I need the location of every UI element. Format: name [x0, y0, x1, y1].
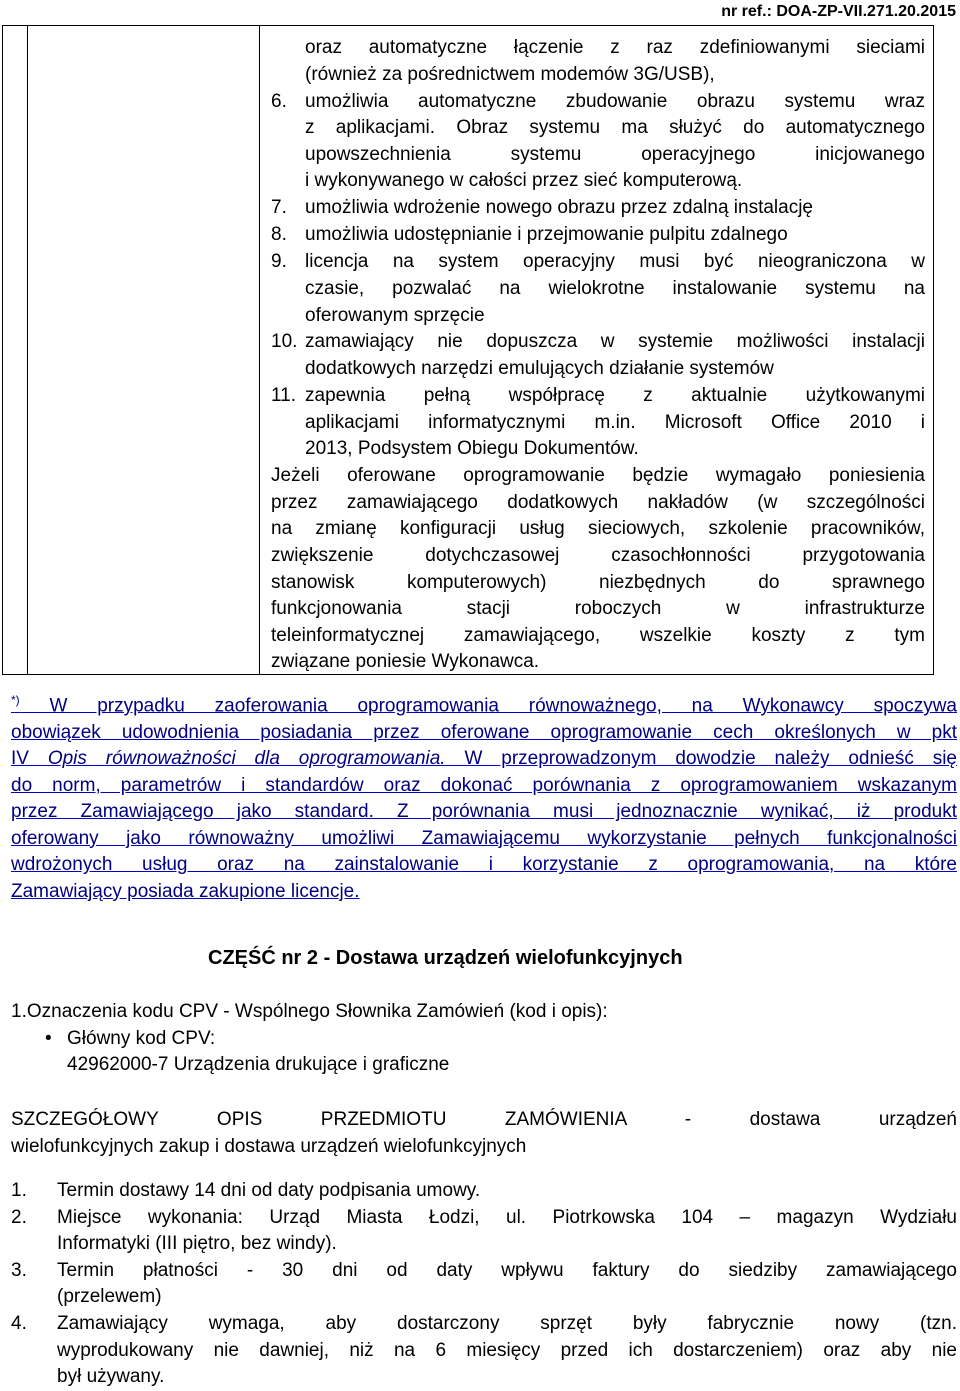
text-line: na zmianę konfiguracji usług sieciowych, szkolenie pracowników, — [271, 518, 925, 540]
text-line: Informatyki (III piętro, bez windy). — [57, 1233, 337, 1255]
text-line: (przelewem) — [57, 1286, 162, 1308]
text-line: oferowany jako równoważny umożliwi Zamawiającemu wykorzystanie pełnych funkcjonalności — [11, 827, 957, 849]
item-number: 3. — [11, 1259, 27, 1281]
text-line: zamawiający nie dopuszcza w systemie możliwości instalacji — [305, 331, 925, 353]
terms-list — [11, 1178, 957, 1391]
item-number: 6. — [271, 90, 287, 112]
text-line: przez Zamawiającego jako standard. Z porównania musi jednoznacznie wynikać, iż produkt — [11, 801, 957, 823]
text-line: Zamawiający posiada zakupione licencje. — [11, 880, 360, 902]
text-line: umożliwia wdrożenie nowego obrazu przez zdalną instalację — [305, 197, 813, 219]
list-item — [271, 35, 925, 88]
text-line: oraz automatyczne łączenie z raz zdefiniowanymi sieciami — [305, 37, 925, 58]
text-line: zapewnia pełną współpracę z aktualnie użytkowanymi — [305, 385, 925, 407]
text-line: przez zamawiającego dodatkowych nakładów (w szczególności — [271, 491, 925, 513]
text-line: stanowisk komputerowych) niezbędnych do sprawnego — [271, 571, 925, 593]
text-line: upowszechnienia systemu operacyjnego inicjowanego — [305, 143, 925, 165]
text-line: 2013, Podsystem Obiegu Dokumentów. — [305, 438, 639, 460]
text-line: z aplikacjami. Obraz systemu ma służyć do automatycznego — [305, 117, 925, 139]
item-number: 7. — [271, 197, 287, 219]
table-column-divider — [259, 26, 260, 674]
text-line: związane poniesie Wykonawca. — [271, 651, 540, 673]
item-number: 2. — [11, 1206, 27, 1228]
list-item — [271, 222, 925, 249]
text-fragment: IV — [11, 748, 48, 770]
text-line: Termin płatności - 30 dni od daty wpływu faktury do siedziby zamawiającego — [57, 1259, 957, 1281]
text-line: SZCZEGÓŁOWY OPIS PRZEDMIOTU ZAMÓWIENIA - dostawa urządzeń — [11, 1109, 957, 1130]
text-line: oferowanym sprzęcie — [305, 304, 485, 326]
text-line: licencja na system operacyjny musi być nieograniczona w — [305, 251, 925, 273]
list-item — [11, 1205, 957, 1258]
text-fragment: W przeprowadzonym dowodzie należy odnieść się — [445, 748, 957, 770]
text-line: dodatkowych narzędzi emulujących działanie systemów — [305, 358, 774, 380]
cpv-label: Główny kod CPV: — [67, 1027, 216, 1049]
text-line: zwiększenie dotychczasowej czasochłonności przygotowania — [271, 545, 925, 567]
footnote-marker: *) — [11, 693, 20, 707]
requirements-table — [2, 25, 934, 675]
list-item — [271, 249, 925, 329]
text-line: umożliwia udostępnianie i przejmowanie pulpitu zdalnego — [305, 224, 788, 246]
document-reference: nr ref.: DOA-ZP-VII.271.20.2015 — [721, 3, 956, 20]
text-line: i wykonywanego w całości przez sieć komputerową. — [305, 170, 743, 192]
cpv-code: 42962000-7 Urządzenia drukujące i graficzne — [67, 1054, 450, 1075]
text-line: do norm, parametrów i standardów oraz dokonać porównania z oprogramowaniem wskazanym — [11, 774, 957, 796]
italic-reference: Opis równoważności dla oprogramowania. — [47, 748, 446, 770]
item-number: 10. — [271, 331, 298, 353]
text-line: wyprodukowany nie dawniej, niż na 6 miesięcy przed ich dostarczeniem) oraz aby nie — [57, 1339, 957, 1361]
text-line: Zamawiający wymaga, aby dostarczony sprzęt były fabrycznie nowy (tzn. — [57, 1312, 957, 1334]
text-line — [11, 687, 957, 720]
text-line: funkcjonowania stacji roboczych w infrastrukturze — [271, 598, 925, 620]
text-line: wdrożonych usług oraz na zainstalowanie i korzystanie z oprogramowania, na które — [11, 854, 957, 876]
cpv-title: 1.Oznaczenia kodu CPV - Wspólnego Słownika Zamówień (kod i opis): — [11, 1001, 608, 1022]
text-line: Jeżeli oferowane oprogramowanie będzie wymagało poniesienia — [271, 465, 925, 487]
cost-paragraph — [271, 463, 925, 676]
list-item — [271, 383, 925, 463]
text-line — [11, 746, 957, 773]
item-number: 8. — [271, 224, 287, 246]
item-number: 9. — [271, 251, 287, 273]
text-line: był używany. — [57, 1366, 165, 1388]
list-item — [271, 195, 925, 222]
list-item — [45, 1026, 957, 1053]
text-line: umożliwia automatyczne zbudowanie obrazu systemu wraz — [305, 90, 925, 112]
list-item — [11, 1258, 957, 1311]
bullet-icon: • — [45, 1027, 52, 1049]
requirements-cell — [271, 35, 925, 676]
section-heading: CZĘŚĆ nr 2 - Dostawa urządzeń wielofunkcyjnych — [208, 947, 683, 969]
text-line: czasie, pozwalać na wielokrotne instalowanie systemu na — [305, 277, 925, 299]
list-item — [271, 89, 925, 195]
specification-title — [11, 1107, 957, 1160]
text-fragment: W przypadku zaoferowania oprogramowania równoważnego, na Wykonawcy spoczywa — [49, 695, 957, 717]
list-item — [11, 1178, 957, 1205]
text-line: aplikacjami informatycznymi m.in. Microsoft Office 2010 i — [305, 411, 925, 433]
text-line: (również za pośrednictwem modemów 3G/USB), — [305, 63, 715, 85]
list-item — [11, 1311, 957, 1391]
list-item — [271, 329, 925, 382]
item-number: 4. — [11, 1312, 27, 1334]
text-line: teleinformatycznej zamawiającego, wszelkie koszty z tym — [271, 624, 925, 646]
text-line: wielofunkcyjnych zakup i dostawa urządzeń wielofunkcyjnych — [11, 1135, 527, 1157]
item-number: 11. — [271, 385, 297, 407]
text-line: Termin dostawy 14 dni od daty podpisania umowy. — [57, 1180, 481, 1201]
text-line: obowiązek udowodnienia posiadania przez oferowane oprogramowanie cech określonych w pkt — [11, 721, 957, 743]
equivalence-note — [11, 687, 957, 905]
item-number: 1. — [11, 1180, 27, 1201]
table-column-divider — [27, 26, 28, 674]
cpv-block — [11, 999, 957, 1079]
text-line: Miejsce wykonania: Urząd Miasta Łodzi, ul. Piotrkowska 104 – magazyn Wydziału — [57, 1206, 957, 1228]
